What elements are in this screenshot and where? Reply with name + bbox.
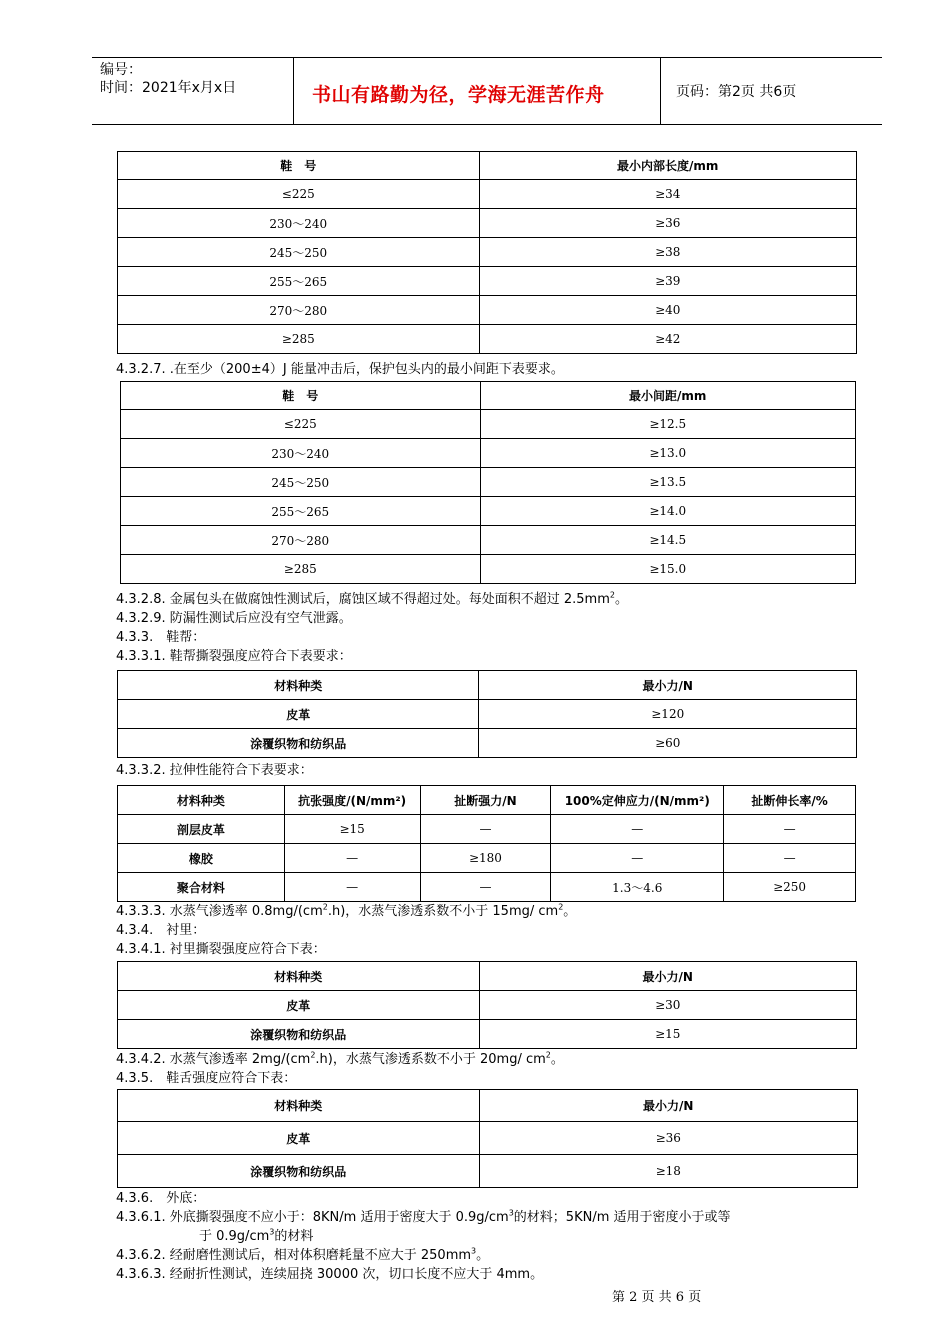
column-header: 最小力/N <box>479 962 857 991</box>
header-motto: 书山有路勤为径，学海无涯苦作舟 <box>312 84 605 106</box>
header-divider-right <box>660 57 661 125</box>
table-row <box>121 526 856 555</box>
column-header: 鞋 号 <box>121 382 481 410</box>
clause-4-3-6-1 <box>116 1210 731 1225</box>
table-cell: ≥120 <box>479 700 857 729</box>
table-cell: 255～265 <box>118 267 480 296</box>
table-row <box>121 439 856 468</box>
table-cell: — <box>284 844 420 873</box>
clause-4-3-2-8 <box>116 592 628 607</box>
clause-text: 4.3.3.3. 水蒸气渗透率 0.8mg/(cm <box>116 904 323 919</box>
superscript: 2 <box>545 1050 551 1060</box>
clause-4-3-3-1: 4.3.3.1. 鞋帮撕裂强度应符合下表要求： <box>116 649 352 664</box>
table-row <box>118 325 857 354</box>
table-header-row <box>121 382 856 410</box>
clause-text: 。 <box>476 1248 490 1263</box>
inner-length-table <box>117 151 857 354</box>
table-cell: — <box>724 844 856 873</box>
clause-4-3-6: 4.3.6. 外底： <box>116 1191 206 1206</box>
table-cell: ≥285 <box>121 555 481 584</box>
table-cell: 245～250 <box>121 468 481 497</box>
table-cell: — <box>551 815 724 844</box>
clause-4-3-4-2 <box>116 1052 564 1067</box>
table-row <box>118 729 857 758</box>
table-cell: — <box>724 815 856 844</box>
table-cell: ≥39 <box>479 267 857 296</box>
table-cell: 皮革 <box>118 991 480 1020</box>
column-header: 100%定伸应力/(N/mm²) <box>551 786 724 815</box>
table-cell: 230～240 <box>121 439 481 468</box>
table-cell: ≥38 <box>479 238 857 267</box>
table-cell: ≥34 <box>479 180 857 209</box>
table-cell: 皮革 <box>118 1122 480 1155</box>
clause-text: 4.3.6.1. 外底撕裂强度不应小于：8KN/m 适用于密度大于 0.9g/cm <box>116 1210 509 1225</box>
table-cell: ≥36 <box>479 1122 858 1155</box>
table-cell: ≥14.0 <box>480 497 856 526</box>
superscript: 2 <box>310 1050 316 1060</box>
table-header-row <box>118 1090 858 1122</box>
column-header: 材料种类 <box>118 671 479 700</box>
table-cell: 270～280 <box>118 296 480 325</box>
table-cell: ≥42 <box>479 325 857 354</box>
table-row <box>118 873 856 902</box>
clause-text: 。 <box>614 592 628 607</box>
clause-4-3-3: 4.3.3. 鞋帮： <box>116 630 206 645</box>
clause-4-3-2-9: 4.3.2.9. 防漏性测试后应没有空气泄露。 <box>116 611 352 626</box>
column-header: 扯断强力/N <box>420 786 551 815</box>
table-cell: ≥18 <box>479 1155 858 1188</box>
clause-text: 4.3.6.2. 经耐磨性测试后，相对体积磨耗量不应大于 250mm <box>116 1248 472 1263</box>
table-cell: ≥13.5 <box>480 468 856 497</box>
table-cell: 涂覆织物和纺织品 <box>118 1020 480 1049</box>
table-header-row <box>118 962 857 991</box>
page-footer: 第 2 页 共 6 页 <box>612 1290 702 1305</box>
column-header: 最小间距/mm <box>480 382 856 410</box>
table-row <box>118 700 857 729</box>
clause-4-3-3-2: 4.3.3.2. 拉伸性能符合下表要求： <box>116 763 313 778</box>
clause-4-3-6-1-continued <box>199 1229 313 1244</box>
clause-4-3-4-1: 4.3.4.1. 衬里撕裂强度应符合下表： <box>116 942 326 957</box>
header-divider-left <box>293 57 294 125</box>
table-cell: 245～250 <box>118 238 480 267</box>
table-row <box>121 468 856 497</box>
table-cell: ≥250 <box>724 873 856 902</box>
table-cell: ≥180 <box>420 844 551 873</box>
column-header: 最小力/N <box>479 671 857 700</box>
table-cell: 剖层皮革 <box>118 815 285 844</box>
table-cell: 255～265 <box>121 497 481 526</box>
table-cell: 聚合材料 <box>118 873 285 902</box>
clause-4-3-6-3: 4.3.6.3. 经耐折性测试，连续屈挠 30000 次，切口长度不应大于 4mm。 <box>116 1267 544 1282</box>
document-time-label: 时间：2021年x月x日 <box>100 80 237 96</box>
superscript: 3 <box>471 1246 477 1256</box>
tongue-strength-table <box>117 1089 858 1188</box>
column-header: 抗张强度/(N/mm²) <box>284 786 420 815</box>
column-header: 材料种类 <box>118 1090 480 1122</box>
superscript: 2 <box>322 902 328 912</box>
table-cell: ≥40 <box>479 296 857 325</box>
table-cell: ≥15.0 <box>480 555 856 584</box>
table-cell: — <box>420 873 551 902</box>
table-cell: 橡胶 <box>118 844 285 873</box>
clause-text: 。 <box>563 904 577 919</box>
table-cell: 230～240 <box>118 209 480 238</box>
table-row <box>118 1155 858 1188</box>
clause-text: 的材料 <box>274 1229 314 1244</box>
column-header: 鞋 号 <box>118 152 480 180</box>
min-clearance-table <box>120 381 856 584</box>
clause-text: .h)，水蒸气渗透系数不小于 15mg/ cm <box>327 904 559 919</box>
table-cell: — <box>551 844 724 873</box>
table-cell: ≤225 <box>118 180 480 209</box>
table-row <box>118 209 857 238</box>
column-header: 扯断伸长率/% <box>724 786 856 815</box>
clause-text: 4.3.4.2. 水蒸气渗透率 2mg/(cm <box>116 1052 311 1067</box>
table-cell: ≥30 <box>479 991 857 1020</box>
table-cell: ≤225 <box>121 410 481 439</box>
superscript: 3 <box>269 1227 275 1237</box>
clause-text: .h)，水蒸气渗透系数不小于 20mg/ cm <box>315 1052 546 1067</box>
header-bottom-rule <box>92 124 882 125</box>
table-cell: ≥13.0 <box>480 439 856 468</box>
clause-text: 的材料；5KN/m 适用于密度小于或等 <box>513 1210 731 1225</box>
clause-4-3-3-3 <box>116 904 576 919</box>
table-row <box>118 180 857 209</box>
table-cell: ≥15 <box>284 815 420 844</box>
clause-4-3-6-2 <box>116 1248 489 1263</box>
superscript: 3 <box>508 1208 514 1218</box>
table-row <box>118 267 857 296</box>
table-cell: ≥60 <box>479 729 857 758</box>
superscript: 2 <box>558 902 564 912</box>
table-cell: ≥15 <box>479 1020 857 1049</box>
table-cell: ≥36 <box>479 209 857 238</box>
tensile-properties-table <box>117 785 856 902</box>
header-top-rule <box>92 57 882 58</box>
table-header-row <box>118 671 857 700</box>
table-row <box>118 1122 858 1155</box>
table-row <box>118 815 856 844</box>
table-cell: 270～280 <box>121 526 481 555</box>
column-header: 最小内部长度/mm <box>479 152 857 180</box>
column-header: 材料种类 <box>118 962 480 991</box>
table-cell: ≥12.5 <box>480 410 856 439</box>
table-cell: ≥285 <box>118 325 480 354</box>
page-number-label: 页码：第2页 共6页 <box>676 84 797 100</box>
table-row <box>121 410 856 439</box>
table-row <box>118 238 857 267</box>
table-header-row <box>118 152 857 180</box>
table-cell: 皮革 <box>118 700 479 729</box>
table-cell: — <box>284 873 420 902</box>
table-row <box>118 296 857 325</box>
table-cell: ≥14.5 <box>480 526 856 555</box>
clause-text: 于 0.9g/cm <box>199 1229 270 1244</box>
table-row <box>118 844 856 873</box>
clause-text: 4.3.2.8. 金属包头在做腐蚀性测试后，腐蚀区域不得超过处。每处面积不超过 2.5mm <box>116 592 610 607</box>
table-row <box>121 497 856 526</box>
clause-text: 。 <box>550 1052 564 1067</box>
document-number-label: 编号： <box>100 62 142 78</box>
table-row <box>118 991 857 1020</box>
column-header: 最小力/N <box>479 1090 858 1122</box>
table-cell: 1.3～4.6 <box>551 873 724 902</box>
superscript: 2 <box>609 590 615 600</box>
column-header: 材料种类 <box>118 786 285 815</box>
clause-4-3-5: 4.3.5. 鞋舌强度应符合下表： <box>116 1071 297 1086</box>
table-row <box>118 1020 857 1049</box>
table-cell: 涂覆织物和纺织品 <box>118 1155 480 1188</box>
table-cell: 涂覆织物和纺织品 <box>118 729 479 758</box>
upper-tear-strength-table <box>117 670 857 758</box>
clause-4-3-2-7: 4.3.2.7. .在至少（200±4）J 能量冲击后，保护包头内的最小间距下表要求。 <box>116 362 564 377</box>
clause-4-3-4: 4.3.4. 衬里： <box>116 923 206 938</box>
table-header-row <box>118 786 856 815</box>
lining-tear-strength-table <box>117 961 857 1049</box>
table-row <box>121 555 856 584</box>
table-cell: — <box>420 815 551 844</box>
